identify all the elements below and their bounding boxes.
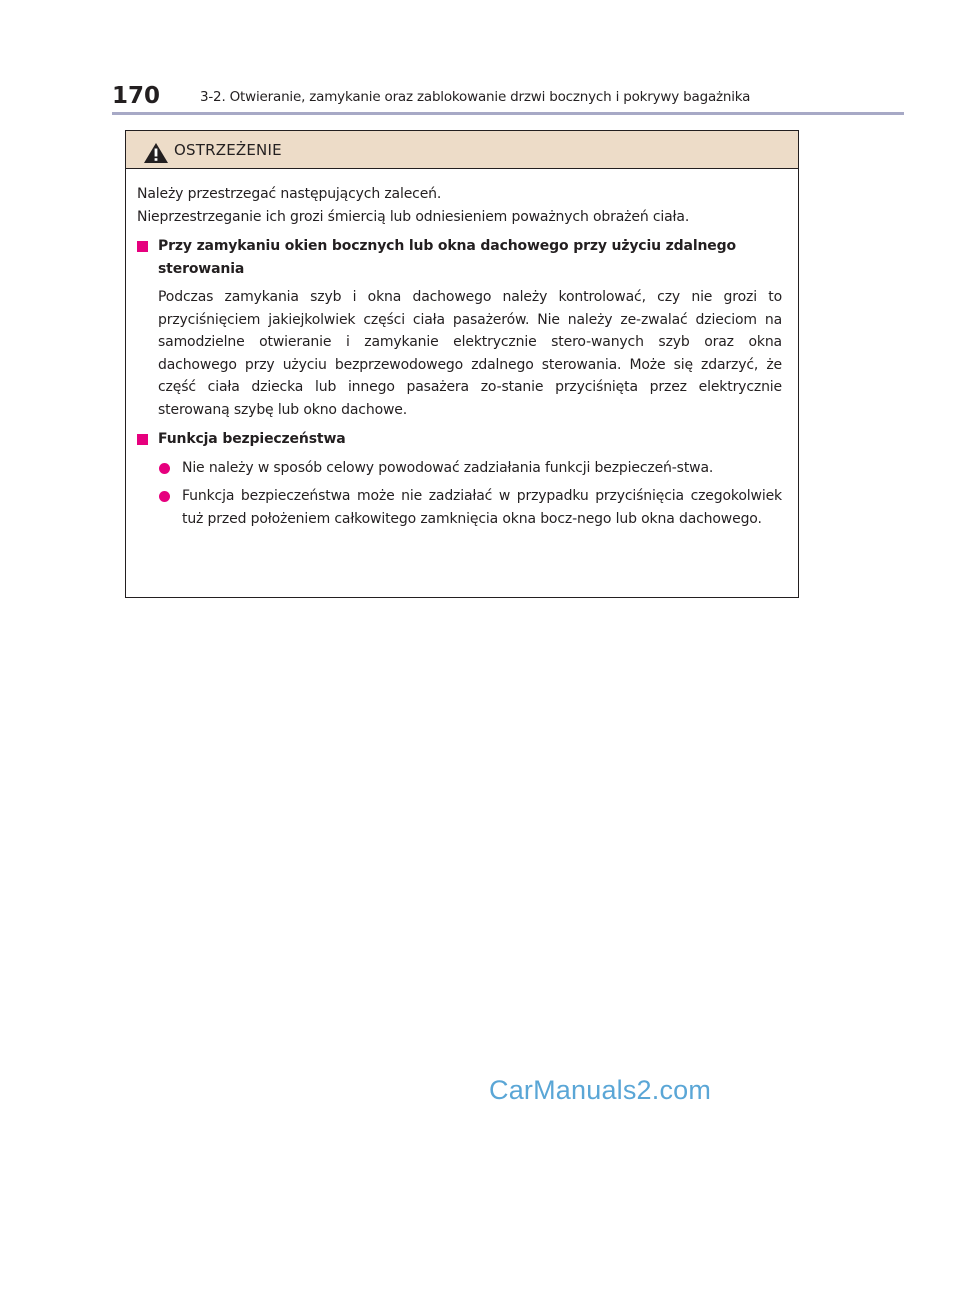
page-number: 170 xyxy=(112,83,161,109)
warning-body xyxy=(126,169,798,530)
warning-triangle-icon xyxy=(143,142,169,164)
warning-header xyxy=(126,131,798,169)
section-title: 3-2. Otwieranie, zamykanie oraz zablokowanie drzwi bocznych i pokrywy bagażnika xyxy=(200,89,751,105)
warning-box xyxy=(125,130,799,598)
warning-title: OSTRZEŻENIE xyxy=(174,141,282,159)
subsection-heading: Funkcja bezpieczeństwa xyxy=(158,431,346,447)
list-item xyxy=(158,485,782,530)
square-bullet-icon xyxy=(137,434,148,445)
header-rule xyxy=(112,112,904,115)
list-item-text: Funkcja bezpieczeństwa może nie zadziałać w przypadku przyciśnięcia czegokolwiek tuż przed położeniem całkowitego zamknięcia okna bocz-nego lub okna dachowego. xyxy=(182,488,782,527)
round-bullet-icon xyxy=(159,491,170,502)
list-item xyxy=(158,457,782,480)
page-header xyxy=(112,82,904,114)
warning-intro-line: Nieprzestrzeganie ich grozi śmiercią lub odniesieniem poważnych obrażeń ciała. xyxy=(137,208,690,225)
square-bullet-icon xyxy=(137,241,148,252)
warning-subsection xyxy=(137,428,782,530)
subsection-heading: Przy zamykaniu okien bocznych lub okna dachowego przy użyciu zdalnego sterowania xyxy=(158,238,736,277)
subsection-text: Podczas zamykania szyb i okna dachowego należy kontrolować, czy nie grozi to przyciśnięciem jakiejkolwiek części ciała pasażerów. Nie należy ze-zwalać dzieciom na samodzielne otwieranie i zamykanie elektrycznie stero-wanych szyb oraz okna dachowego przy użyciu bezprzewodowego zdalnego sterowania. Może się zdarzyć, że część ciała dziecka lub innego pasażera zo-stanie przyciśnięta przez elektrycznie sterowaną szybę lub okno dachowe. xyxy=(158,289,782,418)
warning-subsection xyxy=(137,235,782,421)
warning-intro-line: Należy przestrzegać następujących zaleceń. xyxy=(137,186,442,202)
watermark-text: CarManuals2.com xyxy=(489,1075,712,1105)
round-bullet-icon xyxy=(159,463,170,474)
list-item-text: Nie należy w sposób celowy powodować zadziałania funkcji bezpieczeń-stwa. xyxy=(182,459,714,476)
